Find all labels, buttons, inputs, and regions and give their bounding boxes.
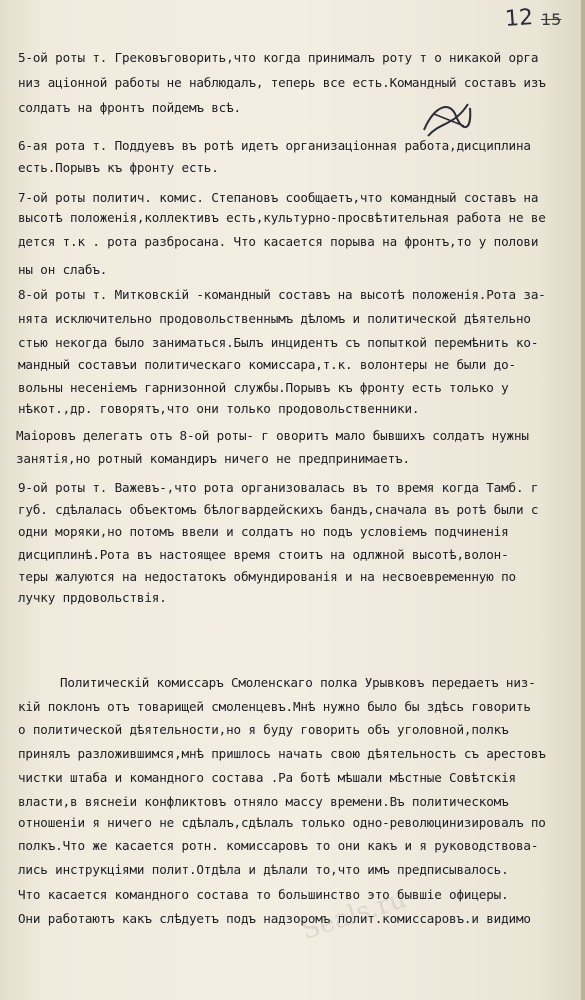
text-line: 6-ая рота т. Поддуевъ въ ротѣ идетъ организаціонная работа,дисциплина [18, 138, 531, 153]
text-line: теры жалуются на недостатокъ обмундированія и на несвоевременную по [18, 569, 516, 584]
folio-number: 12 [504, 5, 534, 32]
text-line: власти,в вяснеіи конфликтовъ отняло массу времени.Въ политическомъ [18, 794, 509, 809]
text-line: о политической дѣятельности,но я буду говорить объ уголовной,полкъ [18, 722, 509, 737]
text-line: нѣкот.,др. говорятъ,что они только продовольственники. [18, 401, 420, 416]
text-line: низ аціонной работы не наблюдалъ, теперь все есть.Командный составъ изъ [18, 75, 546, 90]
text-line: Они работаютъ какъ слѣдуетъ подъ надзоромъ полит.комиссаровъ.и видимо [18, 911, 531, 926]
text-line: губ. сдѣлалась объектомъ бѣлогвардейскихъ бандъ,сначала въ ротѣ были с [18, 502, 539, 517]
text-line: лучку прдовольствія. [18, 590, 167, 605]
text-line: мандный составъи политическаго комиссара,т.к. волонтеры не были до- [18, 357, 516, 372]
text-line: дисциплинѣ.Рота въ настоящее время стоитъ на одлжной высотѣ,волон- [18, 547, 509, 562]
text-line: ны он слабъ. [18, 262, 108, 277]
text-line: отношеніи я ничего не сдѣлалъ,сдѣлалъ только одно-революцинизировалъ по [18, 815, 546, 830]
folio-number-struck: 15 [541, 10, 562, 29]
text-line: занятія,но ротный командиръ ничего не предпринимаетъ. [16, 451, 410, 466]
text-line: высотѣ положенія,коллективъ есть,культурно-просвѣтительная работа не ве [18, 210, 546, 225]
text-line: полкъ.Что же касается ротн. комиссаровъ то они какъ и я руководствова- [18, 838, 539, 853]
text-line: 5-ой роты т. Грековъговорить,что когда принималъ роту т о никакой орга [18, 50, 539, 65]
watermark: Seals.ru [298, 884, 410, 946]
text-line: лись инструкціями полит.Отдѣла и дѣлали то,что имъ предписывалось. [18, 862, 509, 877]
text-line: одни моряки,но потомъ ввели и солдатъ но подъ условіемъ подчиненія [18, 524, 509, 539]
text-line: 7-ой роты политич. комис. Степановъ сообщаетъ,что командный составъ на [18, 190, 539, 205]
text-line: 8-ой роты т. Митковскій -командный составъ на высотѣ положенія.Рота за- [18, 287, 546, 302]
text-line: принялъ разложившимся,мнѣ пришлось начать свою дѣятельность съ арестовъ [18, 746, 546, 761]
text-line: кій поклонъ отъ товарищей смоленцевъ.Мнѣ нужно было бы здѣсь говорить [18, 699, 531, 714]
text-line: есть.Порывъ къ фронту есть. [18, 160, 219, 175]
text-line: дется т.к . рота разбросана. Что касается порыва на фронтъ,то у полови [18, 234, 539, 249]
text-line: вольны несеніемъ гарнизонной службы.Порывъ къ фронту есть только у [18, 380, 509, 395]
text-line: нята исключительно продовольственнымъ дѣломъ и политической дѣятельно [18, 311, 531, 326]
text-line: Что касается командного состава то большинство это бывшіе офицеры. [18, 887, 509, 902]
text-line: Политическій комиссаръ Смоленскаго полка Урывковъ передаетъ низ- [60, 675, 536, 690]
text-line: 9-ой роты т. Важевъ-,что рота организовалась въ то время когда Тамб. г [18, 480, 539, 495]
text-line: Маіоровъ делегатъ отъ 8-ой роты- г оворитъ мало бывшихъ солдатъ нужны [16, 428, 529, 443]
text-line: солдатъ на фронтъ пойдемъ всѣ. [18, 100, 241, 115]
text-line: чистки штаба и командного состава .Ра ботѣ мѣшали мѣстные Совѣтскія [18, 770, 516, 785]
text-line: стью некогда было заниматься.Былъ инцидентъ съ попыткой перемѣнить ко- [18, 335, 539, 350]
